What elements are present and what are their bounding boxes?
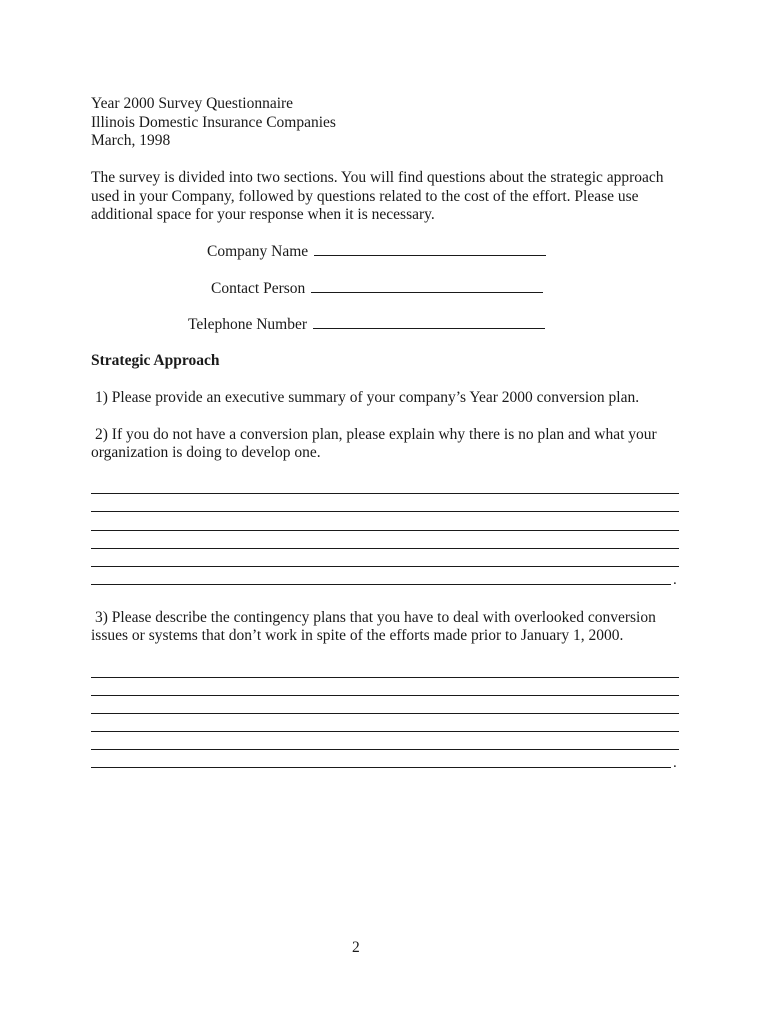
answer-line[interactable]: [91, 548, 679, 549]
question-3-line-2: issues or systems that don’t work in spite of the efforts made prior to January 1, 2000.: [91, 627, 624, 644]
contact-person-field[interactable]: [311, 278, 543, 293]
answer-block-1-period: .: [673, 572, 677, 588]
question-1: 1) Please provide an executive summary of your company’s Year 2000 conversion plan.: [95, 389, 640, 406]
answer-line[interactable]: [91, 493, 679, 494]
answer-line[interactable]: [91, 731, 679, 732]
survey-organization: Illinois Domestic Insurance Companies: [91, 114, 336, 131]
page-number: 2: [352, 939, 360, 956]
survey-date: March, 1998: [91, 132, 171, 149]
telephone-number-label: Telephone Number: [188, 316, 307, 333]
intro-line-1: The survey is divided into two sections. You will find questions about the strategic approach: [91, 169, 664, 186]
company-name-row: [207, 241, 546, 261]
answer-line[interactable]: [91, 767, 671, 768]
answer-line[interactable]: [91, 530, 679, 531]
answer-line[interactable]: [91, 511, 679, 512]
question-3-line-1: 3) Please describe the contingency plans that you have to deal with overlooked conversion: [95, 609, 656, 626]
answer-line[interactable]: [91, 566, 679, 567]
answer-line[interactable]: [91, 677, 679, 678]
telephone-number-field[interactable]: [313, 314, 545, 329]
question-2-line-2: organization is doing to develop one.: [91, 444, 321, 461]
contact-person-label: Contact Person: [211, 280, 306, 297]
answer-line[interactable]: [91, 713, 679, 714]
question-2-line-1: 2) If you do not have a conversion plan, please explain why there is no plan and what your: [95, 426, 657, 443]
intro-line-3: additional space for your response when it is necessary.: [91, 206, 435, 223]
telephone-number-row: [188, 314, 545, 334]
company-name-label: Company Name: [207, 243, 309, 260]
company-name-field[interactable]: [314, 241, 546, 256]
intro-line-2: used in your Company, followed by questions related to the cost of the effort. Please use: [91, 188, 639, 205]
section-heading: Strategic Approach: [91, 352, 220, 369]
answer-line[interactable]: [91, 695, 679, 696]
answer-line[interactable]: [91, 749, 679, 750]
answer-line[interactable]: [91, 584, 671, 585]
survey-title: Year 2000 Survey Questionnaire: [91, 95, 294, 112]
contact-person-row: [211, 278, 543, 298]
answer-block-2-period: .: [673, 755, 677, 771]
